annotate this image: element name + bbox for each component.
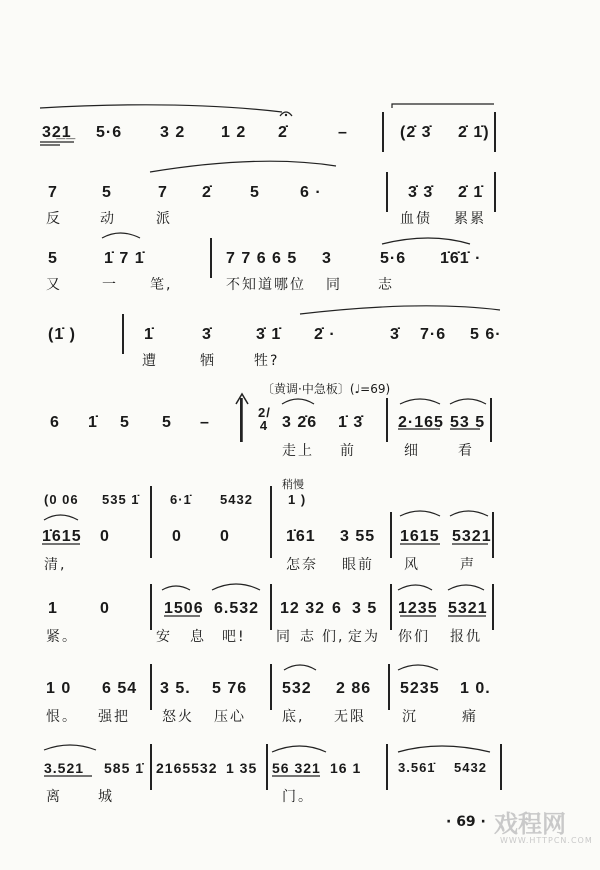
s9-note-2: 585 1̇ bbox=[104, 760, 145, 776]
s7-note-3: 1506 bbox=[164, 600, 204, 617]
s1-note-5: 2̇ bbox=[278, 124, 288, 141]
s6-note-7: 1615 bbox=[400, 528, 440, 545]
s6-lyric-3: 眼前 bbox=[342, 557, 374, 573]
s8-note-2: 6 54 bbox=[102, 680, 138, 697]
tempo-marking: 〔黄调·中急板〕(♩=69) bbox=[262, 382, 391, 396]
s2-lyric-3: 派 bbox=[156, 211, 172, 227]
s7-lyric-8: 定为 bbox=[348, 629, 380, 645]
s9-note-1: 3.521 bbox=[44, 760, 85, 776]
s6-note-6: 3 55 bbox=[340, 528, 376, 545]
s5-lyric-3: 细 bbox=[404, 443, 420, 459]
s7-lyric-1: 紧。 bbox=[46, 629, 78, 645]
s7-note-8: 1235 bbox=[398, 600, 438, 617]
s4-note-2: 1̇ bbox=[144, 326, 154, 343]
s2-lyric-4: 血债 bbox=[400, 211, 432, 227]
s9-note-8: 5432 bbox=[454, 760, 487, 775]
watermark-url: WWW.HTTPCN.COM bbox=[500, 836, 593, 845]
s2-note-5: 5 bbox=[250, 184, 260, 201]
s3-note-3: 7 7 6 6 5 bbox=[226, 250, 298, 267]
s6-intro-3: 6·1̇ bbox=[170, 492, 192, 507]
s5-note-2: 1̇ bbox=[88, 414, 98, 431]
s8-lyric-6: 无限 bbox=[334, 709, 366, 725]
s8-note-5: 532 bbox=[282, 680, 312, 697]
s6-note-8: 5321 bbox=[452, 528, 492, 545]
s8-lyric-8: 痛 bbox=[462, 709, 478, 725]
s4-note-1: (1̇ ) bbox=[48, 326, 76, 343]
s8-lyric-1: 恨。 bbox=[46, 709, 78, 725]
s9-note-3: 2165532 bbox=[156, 760, 218, 776]
s5-note-4: 5 bbox=[162, 414, 172, 431]
s7-lyric-7: 们, bbox=[322, 629, 345, 645]
s6-lyric-5: 声 bbox=[460, 557, 476, 573]
s1-note-3: 3 2 bbox=[160, 124, 186, 141]
s7-note-5: 12 32 bbox=[280, 600, 326, 617]
s7-lyric-4: 吧! bbox=[222, 629, 246, 645]
s6-intro-5: 1 ) bbox=[288, 492, 307, 507]
s8-lyric-5: 底, bbox=[282, 709, 305, 725]
s8-note-4: 5 76 bbox=[212, 680, 248, 697]
s1-note-6: – bbox=[338, 124, 348, 141]
s4-lyric-1: 遭 bbox=[142, 353, 158, 369]
watermark-logo: 戏程网 bbox=[494, 810, 566, 838]
s8-note-3: 3 5. bbox=[160, 680, 191, 697]
s8-lyric-4: 压心 bbox=[214, 709, 246, 725]
s9-note-4: 1 35 bbox=[226, 760, 258, 776]
s4-note-5: 2̇ · bbox=[314, 326, 336, 343]
s3-lyric-4: 不知道哪位 bbox=[226, 277, 306, 293]
s9-note-6: 16 1 bbox=[330, 760, 362, 776]
s9-lyric-3: 门。 bbox=[282, 789, 314, 805]
s7-note-2: 0 bbox=[100, 600, 110, 617]
s4-note-7: 7·6 bbox=[420, 326, 447, 343]
s2-note-3: 7 bbox=[158, 184, 168, 201]
s1-note-4: 1 2 bbox=[221, 124, 247, 141]
s2-note-1: 7 bbox=[48, 184, 58, 201]
s8-note-7: 5235 bbox=[400, 680, 440, 697]
s6-note-1: 1̇615 bbox=[42, 528, 82, 545]
page-number: · 69 · bbox=[446, 814, 486, 830]
s2-note-8: 2̇ 1̇ bbox=[458, 184, 484, 201]
s8-lyric-3: 怒火 bbox=[162, 709, 194, 725]
s9-note-5: 56 321 bbox=[272, 760, 321, 776]
s9-lyric-1: 离 bbox=[46, 789, 62, 805]
s5-lyric-1: 走上 bbox=[282, 443, 314, 459]
s7-note-9: 5321 bbox=[448, 600, 488, 617]
s3-lyric-1: 又 bbox=[46, 277, 62, 293]
s5-lyric-4: 看 bbox=[458, 443, 474, 459]
s7-lyric-3: 息 bbox=[190, 629, 206, 645]
s4-note-4: 3̇ 1̇ bbox=[256, 326, 282, 343]
s6-intro-4: 5432 bbox=[220, 492, 253, 507]
s3-note-4: 3 bbox=[322, 250, 332, 267]
s5-note-9: 2·165 bbox=[398, 414, 444, 431]
s5-note-7: 3 2̇6 bbox=[282, 414, 318, 431]
s2-lyric-5: 累累 bbox=[454, 211, 486, 227]
s5-note-10: 53 5 bbox=[450, 414, 486, 431]
s4-note-6: 3̇ bbox=[390, 326, 400, 343]
time-signature: 2/4 bbox=[258, 405, 271, 433]
s6-lyric-1: 清, bbox=[44, 557, 67, 573]
s1-note-7: (2̇ 3̇ bbox=[400, 124, 432, 141]
s4-lyric-3: 牲? bbox=[254, 353, 280, 369]
s7-lyric-10: 报仇 bbox=[450, 629, 482, 645]
s5-lyric-2: 前 bbox=[340, 443, 356, 459]
s2-note-6: 6 · bbox=[300, 184, 322, 201]
s8-lyric-7: 沉 bbox=[402, 709, 418, 725]
s3-lyric-3: 笔, bbox=[150, 277, 173, 293]
s6-note-5: 1̇61 bbox=[286, 528, 316, 545]
s7-lyric-6: 志 bbox=[300, 629, 316, 645]
s7-note-4: 6.532 bbox=[214, 600, 260, 617]
s6-intro-2: 535 1̇ bbox=[102, 492, 140, 507]
s7-note-1: 1 bbox=[48, 600, 58, 617]
s7-lyric-5: 同 bbox=[276, 629, 292, 645]
s3-note-5: 5·6 bbox=[380, 250, 407, 267]
s7-note-7: 3 5 bbox=[352, 600, 378, 617]
s3-note-1: 5 bbox=[48, 250, 58, 267]
s5-note-5: – bbox=[200, 414, 210, 431]
s7-lyric-9: 你们 bbox=[398, 629, 430, 645]
s6-lyric-4: 风 bbox=[404, 557, 420, 573]
s6-note-3: 0 bbox=[172, 528, 182, 545]
s7-lyric-2: 安 bbox=[156, 629, 172, 645]
s9-lyric-2: 城 bbox=[98, 789, 114, 805]
s2-lyric-1: 反 bbox=[46, 211, 62, 227]
s1-note-2: 5·6 bbox=[96, 124, 123, 141]
s8-note-1: 1 0 bbox=[46, 680, 72, 697]
s6-lyric-2: 怎奈 bbox=[286, 557, 318, 573]
s2-note-4: 2̇ bbox=[202, 184, 212, 201]
s7-note-6: 6 bbox=[332, 600, 342, 617]
s5-note-8: 1̇ 3̇ bbox=[338, 414, 364, 431]
s4-note-8: 5 6· bbox=[470, 326, 502, 343]
s8-note-8: 1 0. bbox=[460, 680, 491, 697]
s3-note-2: 1̇ 7 1̇ bbox=[104, 250, 145, 267]
s3-lyric-5: 同 bbox=[326, 277, 342, 293]
s4-lyric-2: 牺 bbox=[200, 353, 216, 369]
s1-note-8: 2̇ 1̇) bbox=[458, 124, 490, 141]
s3-lyric-6: 志 bbox=[378, 277, 394, 293]
s5-note-3: 5 bbox=[120, 414, 130, 431]
s4-note-3: 3̇ bbox=[202, 326, 212, 343]
s2-note-7: 3̇ 3̇ bbox=[408, 184, 434, 201]
s9-note-7: 3.561̇ bbox=[398, 760, 436, 775]
s8-note-6: 2 86 bbox=[336, 680, 372, 697]
s5-note-1: 6 bbox=[50, 414, 60, 431]
tempo-slower-marking: 稍慢 bbox=[282, 478, 304, 491]
s8-lyric-2: 强把 bbox=[98, 709, 130, 725]
s1-note-1: 32̲1̲ bbox=[42, 124, 72, 141]
s3-lyric-2: 一 bbox=[102, 277, 118, 293]
s6-note-4: 0 bbox=[220, 528, 230, 545]
s2-note-2: 5 bbox=[102, 184, 112, 201]
s2-lyric-2: 动 bbox=[100, 211, 116, 227]
s6-intro-1: (0 06 bbox=[44, 492, 79, 507]
s3-note-6: 1̇6̇1̇ · bbox=[440, 250, 482, 267]
s6-note-2: 0 bbox=[100, 528, 110, 545]
